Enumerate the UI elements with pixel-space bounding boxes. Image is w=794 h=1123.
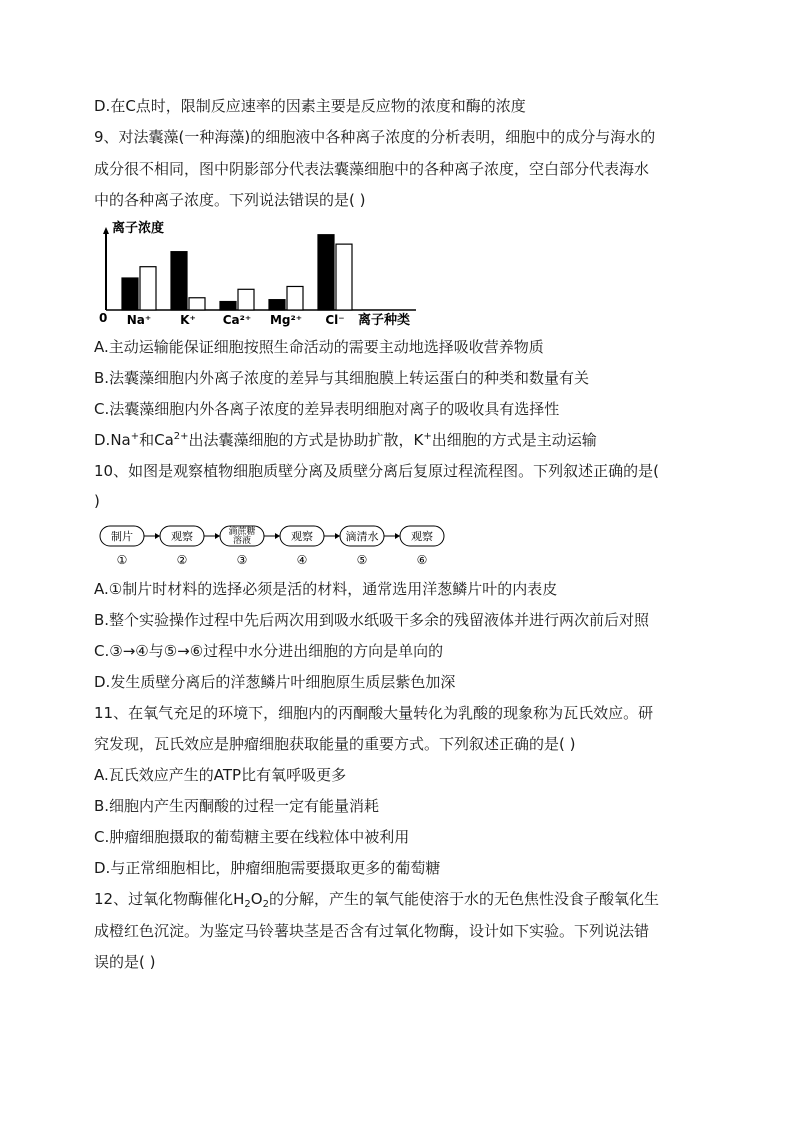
x-tick-label: Cl⁻ bbox=[325, 313, 345, 327]
bar-cell-4 bbox=[318, 235, 334, 310]
bar-seawater-3 bbox=[287, 286, 303, 310]
q11-stem-line2: 究发现，瓦氏效应是肿瘤细胞获取能量的重要方式。下列叙述正确的是( ) bbox=[94, 735, 576, 753]
q10-stem-line2: ) bbox=[94, 492, 100, 510]
q11-option-b: B.细胞内产生丙酮酸的过程一定有能量消耗 bbox=[94, 797, 380, 815]
x-axis-label: 离子种类 bbox=[358, 313, 411, 328]
flow-step-number: ⑥ bbox=[416, 553, 428, 567]
flow-step-label: 溶液 bbox=[232, 536, 252, 546]
q12-stem-line3: 误的是( ) bbox=[94, 953, 156, 971]
q12-sub2: 2 bbox=[262, 899, 269, 910]
origin-label: 0 bbox=[99, 311, 108, 325]
x-tick-label: Mg²⁺ bbox=[269, 313, 303, 327]
q9d-part2: 和Ca bbox=[139, 431, 174, 449]
flow-step-label: 观察 bbox=[171, 530, 193, 543]
flow-arrow-head bbox=[335, 533, 340, 539]
plasmolysis-flowchart bbox=[98, 522, 458, 568]
q9d-part1: D.Na bbox=[94, 431, 131, 449]
bar-seawater-4 bbox=[336, 244, 352, 310]
q10-option-b: B.整个实验操作过程中先后两次用到吸水纸吸干多余的残留液体并进行两次前后对照 bbox=[94, 611, 650, 629]
flow-step-label: 制片 bbox=[111, 530, 133, 543]
flow-step-number: ③ bbox=[236, 553, 248, 567]
q12-stem-line2: 成橙红色沉淀。为鉴定马铃薯块茎是否含有过氧化物酶，设计如下实验。下列说法错 bbox=[94, 922, 650, 940]
flow-arrow-head bbox=[275, 533, 280, 539]
bar-seawater-1 bbox=[189, 298, 205, 310]
q12-stem-line1 bbox=[94, 888, 659, 910]
flow-step-label: 观察 bbox=[411, 530, 433, 543]
q9-option-d bbox=[94, 429, 597, 451]
q9d-part3: 出法囊藻细胞的方式是协助扩散，K bbox=[188, 431, 424, 449]
bar-cell-2 bbox=[220, 302, 236, 310]
flow-step-number: ① bbox=[116, 553, 128, 567]
flow-step-number: ⑤ bbox=[356, 553, 368, 567]
q9-option-a: A.主动运输能保证细胞按照生命活动的需要主动地选择吸收营养物质 bbox=[94, 338, 544, 356]
q9-stem-line3: 中的各种离子浓度。下列说法错误的是( ) bbox=[94, 191, 366, 209]
q9d-part4: 出细胞的方式是主动运输 bbox=[431, 431, 597, 449]
ion-concentration-chart bbox=[88, 218, 438, 330]
q9-stem-line2: 成分很不相同，图中阴影部分代表法囊藻细胞中的各种离子浓度，空白部分代表海水 bbox=[94, 160, 650, 178]
q10-option-d: D.发生质壁分离后的洋葱鳞片叶细胞原生质层紫色加深 bbox=[94, 673, 456, 691]
x-tick-label: Ca²⁺ bbox=[222, 313, 252, 327]
q11-option-a: A.瓦氏效应产生的ATP比有氧呼吸更多 bbox=[94, 766, 347, 784]
q12-part1: 12、过氧化物酶催化H bbox=[94, 890, 245, 908]
flow-arrow-head bbox=[395, 533, 400, 539]
q11-stem-line1: 11、在氧气充足的环境下，细胞内的丙酮酸大量转化为乳酸的现象称为瓦氏效应。研 bbox=[94, 704, 654, 722]
flow-step-label: 滴清水 bbox=[345, 530, 379, 543]
q10-stem-line1: 10、如图是观察植物细胞质壁分离及质壁分离后复原过程流程图。下列叙述正确的是( bbox=[94, 462, 659, 480]
flow-step-number: ② bbox=[176, 553, 188, 567]
y-axis-arrow bbox=[103, 227, 109, 234]
bar-seawater-0 bbox=[140, 267, 156, 310]
q12-part3: 的分解，产生的氧气能使溶于水的无色焦性没食子酸氧化生 bbox=[268, 890, 659, 908]
flow-arrow-head bbox=[155, 533, 160, 539]
q11-option-d: D.与正常细胞相比，肿瘤细胞需要摄取更多的葡萄糖 bbox=[94, 859, 441, 877]
q8-option-d: D.在C点时，限制反应速率的因素主要是反应物的浓度和酶的浓度 bbox=[94, 97, 526, 115]
q9-option-b: B.法囊藻细胞内外离子浓度的差异与其细胞膜上转运蛋白的种类和数量有关 bbox=[94, 369, 590, 387]
flow-step-number: ④ bbox=[296, 553, 308, 567]
q10-option-c: C.③→④与⑤→⑥过程中水分进出细胞的方向是单向的 bbox=[94, 642, 444, 660]
q9d-sup1: + bbox=[130, 431, 140, 442]
q9d-sup2: 2+ bbox=[173, 431, 189, 442]
q11-option-c: C.肿瘤细胞摄取的葡萄糖主要在线粒体中被利用 bbox=[94, 828, 410, 846]
q9-option-c: C.法囊藻细胞内外各离子浓度的差异表明细胞对离子的吸收具有选择性 bbox=[94, 400, 560, 418]
flow-arrow-head bbox=[215, 533, 220, 539]
flow-step-label: 滴蔗糖 bbox=[228, 527, 256, 537]
bar-seawater-2 bbox=[238, 289, 254, 310]
q9-stem-line1: 9、对法囊藻(一种海藻)的细胞液中各种离子浓度的分析表明，细胞中的成分与海水的 bbox=[94, 128, 656, 146]
bar-cell-0 bbox=[122, 278, 138, 310]
y-axis-label: 离子浓度 bbox=[112, 221, 165, 236]
x-tick-label: Na⁺ bbox=[126, 313, 152, 327]
q12-part2: O bbox=[250, 890, 263, 908]
bar-cell-3 bbox=[269, 300, 285, 310]
q10-option-a: A.①制片时材料的选择必须是活的材料，通常选用洋葱鳞片叶的内表皮 bbox=[94, 580, 558, 598]
q12-sub1: 2 bbox=[244, 899, 251, 910]
q9d-sup3: + bbox=[423, 431, 432, 442]
x-tick-label: K⁺ bbox=[180, 313, 196, 327]
bar-cell-1 bbox=[171, 252, 187, 310]
flow-step-label: 观察 bbox=[291, 530, 313, 543]
